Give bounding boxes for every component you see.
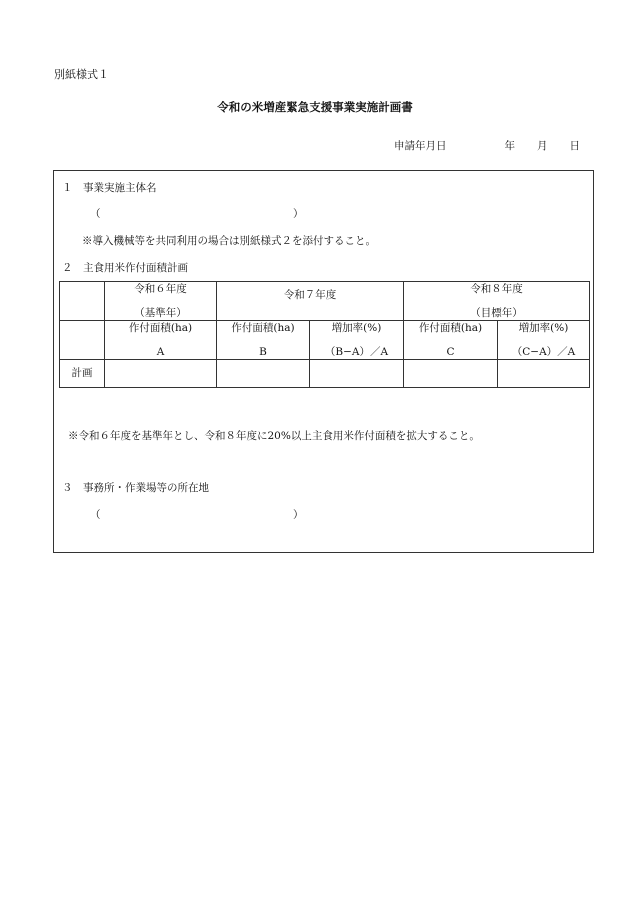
col-area-a: 作付面積(ha) A <box>105 321 217 360</box>
plan-cell-a[interactable] <box>105 360 217 388</box>
application-date <box>394 138 580 153</box>
header-year7: 令和７年度 <box>217 282 404 321</box>
col-area-c: 作付面積(ha) C <box>404 321 498 360</box>
section1-heading: １ 事業実施主体名 <box>62 182 157 194</box>
section1-note: ※導入機械等を共同利用の場合は別紙様式２を添付すること。 <box>82 235 376 247</box>
office-location-field[interactable] <box>90 507 304 522</box>
section2-note: ※令和６年度を基準年とし、令和８年度に20%以上主食用米作付面積を拡大すること。 <box>68 430 480 442</box>
paren-close: ） <box>293 208 304 220</box>
entity-name-field[interactable] <box>90 206 304 221</box>
col-area-b: 作付面積(ha) B <box>217 321 310 360</box>
plan-cell-ca[interactable] <box>498 360 590 388</box>
form-label: 別紙様式１ <box>54 68 109 81</box>
section2-heading: ２ 主食用米作付面積計画 <box>62 262 188 274</box>
section3-heading: ３ 事務所・作業場等の所在地 <box>62 482 209 494</box>
application-date-label: 申請年月日 <box>394 140 447 152</box>
plan-cell-ba[interactable] <box>310 360 404 388</box>
row-label-empty <box>60 321 105 360</box>
header-year8: 令和８年度 （目標年） <box>404 282 590 321</box>
row-label-plan: 計画 <box>60 360 105 388</box>
paren-open: （ <box>90 208 101 220</box>
form-frame <box>53 170 594 553</box>
header-year6: 令和６年度 （基準年） <box>105 282 217 321</box>
year-label: 年 <box>504 140 515 152</box>
paren-close: ） <box>293 509 304 521</box>
plan-cell-b[interactable] <box>217 360 310 388</box>
col-increase-ba: 増加率(%) （B−A）／A <box>310 321 404 360</box>
document-title: 令和の米増産緊急支援事業実施計画書 <box>217 100 413 114</box>
month-label: 月 <box>537 140 548 152</box>
plan-cell-c[interactable] <box>404 360 498 388</box>
day-label: 日 <box>569 140 580 152</box>
header-empty-cell <box>60 282 105 321</box>
planting-area-table <box>59 281 590 388</box>
col-increase-ca: 増加率(%) （C−A）／A <box>498 321 590 360</box>
paren-open: （ <box>90 509 101 521</box>
